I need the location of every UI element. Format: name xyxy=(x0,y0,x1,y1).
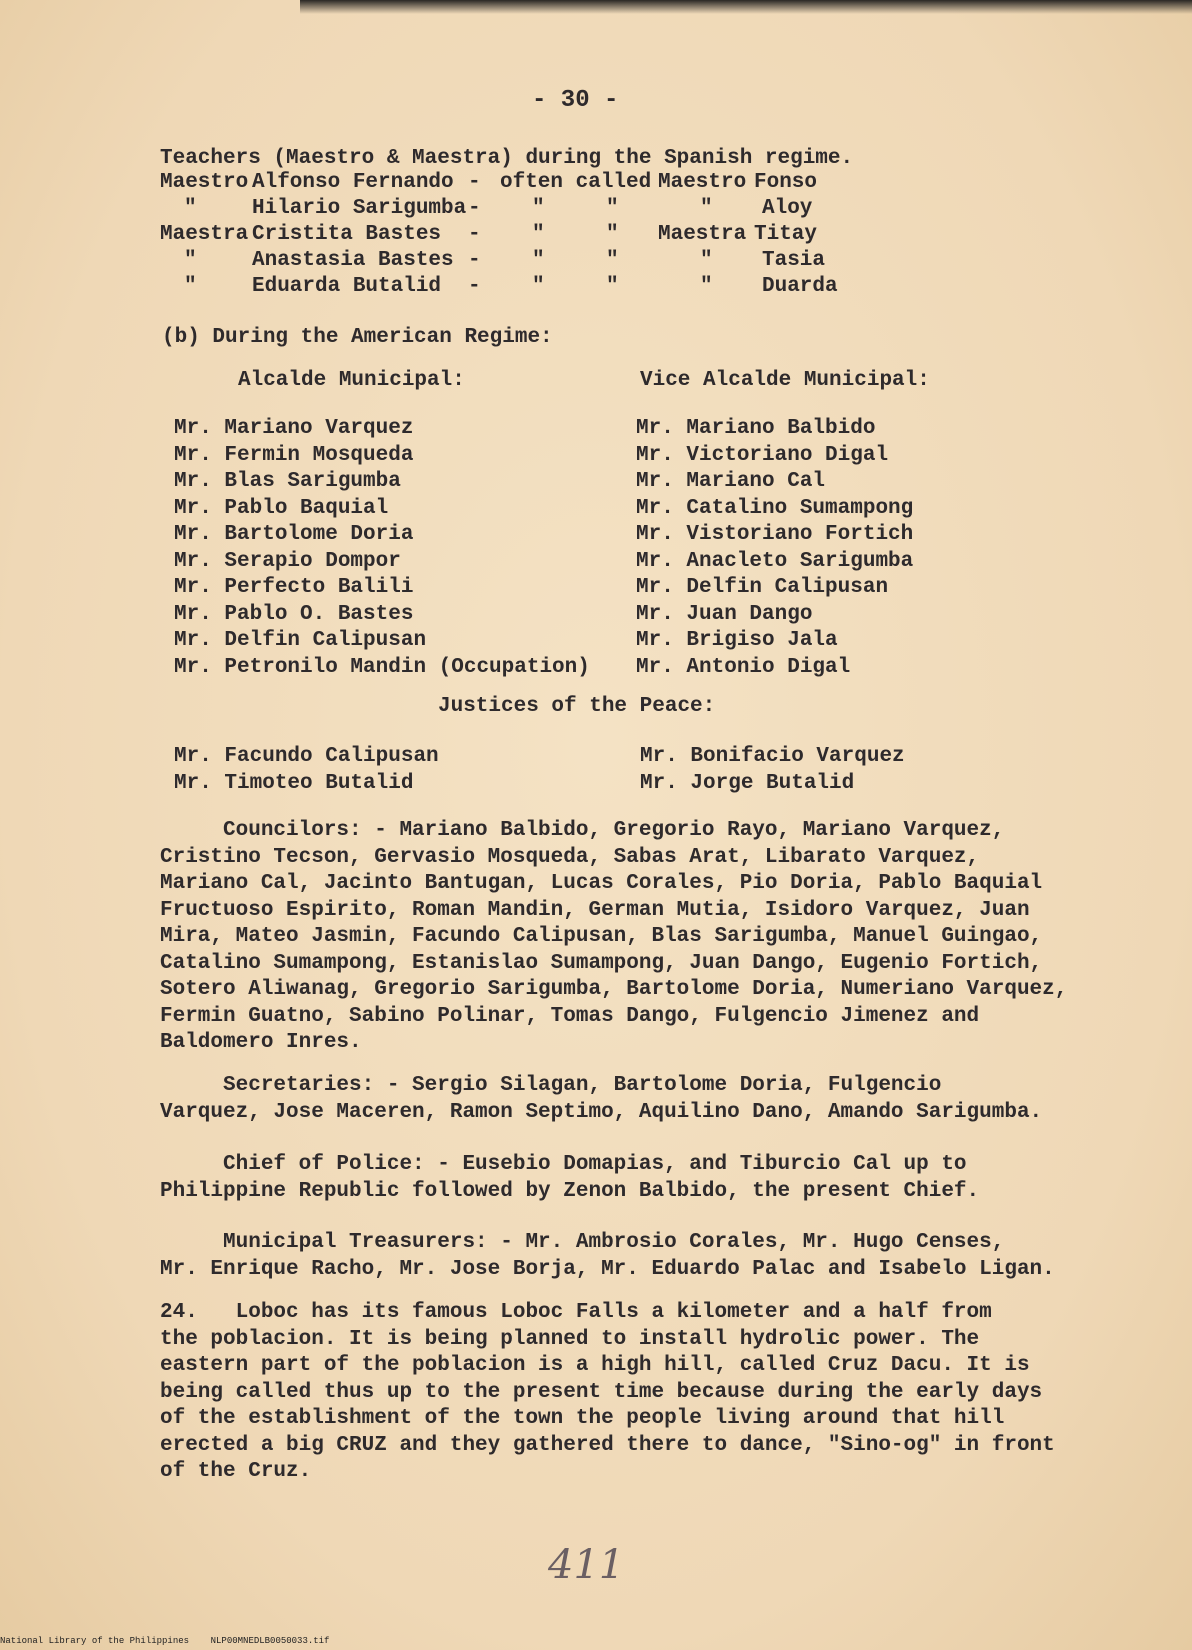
councilors-paragraph xyxy=(160,818,1068,1057)
vice-alcalde-entry: Mr. Anacleto Sarigumba xyxy=(636,549,914,573)
justice-entry: Mr. Jorge Butalid xyxy=(640,771,855,795)
spanish-teacher-nick: Tasia xyxy=(762,249,826,272)
spanish-teacher-title: " xyxy=(184,275,197,298)
spanish-teacher-title2: Maestra xyxy=(658,223,747,246)
vice-alcalde-entry: Mr. Victoriano Digal xyxy=(636,443,889,467)
spanish-teacher-mark2: " xyxy=(606,223,619,246)
spanish-teacher-title2: Maestro xyxy=(658,171,747,194)
alcalde-entry: Mr. Perfecto Balili xyxy=(174,576,414,599)
secretaries-line: Varquez, Jose Maceren, Ramon Septimo, Aquilino Dano, Amando Sarigumba. xyxy=(160,1100,1043,1124)
item-24-paragraph xyxy=(160,1300,1060,1486)
councilors-line: Mira, Mateo Jasmin, Facundo Calipusan, Blas Sarigumba, Manuel Guingao, xyxy=(160,925,1043,948)
vice-alcalde-entry: Mr. Delfin Calipusan xyxy=(636,576,889,599)
councilors-line: Fermin Guatno, Sabino Polinar, Tomas Dango, Fulgencio Jimenez and xyxy=(160,1004,980,1028)
police-line: Philippine Republic followed by Zenon Balbido, the present Chief. xyxy=(160,1179,980,1203)
spanish-teacher-row xyxy=(160,197,880,223)
secretaries-line: Secretaries: - Sergio Silagan, Bartolome Doria, Fulgencio xyxy=(160,1074,942,1097)
councilors-line: Sotero Aliwanag, Gregorio Sarigumba, Bartolome Doria, Numeriano Varquez, xyxy=(160,978,1068,1001)
spanish-teacher-title: " xyxy=(184,249,197,272)
alcalde-entry: Mr. Bartolome Doria xyxy=(174,523,414,546)
justices-left-list xyxy=(174,744,439,797)
spanish-teacher-name: Eduarda Butalid xyxy=(252,275,442,298)
spanish-teacher-name: Hilario Sarigumba xyxy=(252,197,467,220)
spanish-teacher-mark1: " xyxy=(532,249,545,272)
councilors-line: Cristino Tecson, Gervasio Mosqueda, Sabas Arat, Libarato Varquez, xyxy=(160,845,980,869)
spanish-teacher-mark1: " xyxy=(532,275,545,298)
treasurers-line: Municipal Treasurers: - Mr. Ambrosio Corales, Mr. Hugo Censes, xyxy=(160,1231,1005,1254)
spanish-teacher-row xyxy=(160,171,880,197)
justice-entry: Mr. Facundo Calipusan xyxy=(174,745,439,768)
spanish-teacher-dash: - xyxy=(468,197,481,220)
vice-alcalde-entry: Mr. Catalino Sumampong xyxy=(636,496,914,520)
spanish-teacher-title2: " xyxy=(700,197,713,220)
councilors-line: Councilors: - Mariano Balbido, Gregorio Rayo, Mariano Varquez, xyxy=(160,819,1005,842)
justices-right-list xyxy=(640,744,905,797)
spanish-teacher-row xyxy=(160,223,880,249)
spanish-teacher-mark1: " xyxy=(532,223,545,246)
spanish-teacher-dash: - xyxy=(468,249,481,272)
alcalde-list xyxy=(174,416,590,681)
alcalde-entry: Mr. Petronilo Mandin (Occupation) xyxy=(174,655,590,679)
spanish-teacher-name: Alfonso Fernando xyxy=(252,171,454,194)
vice-alcalde-entry: Mr. Antonio Digal xyxy=(636,655,851,679)
justices-heading: Justices of the Peace: xyxy=(438,695,716,718)
spanish-teacher-nick: Titay xyxy=(754,223,818,246)
alcalde-entry: Mr. Pablo O. Bastes xyxy=(174,602,414,626)
treasurers-line: Mr. Enrique Racho, Mr. Jose Borja, Mr. Eduardo Palac and Isabelo Ligan. xyxy=(160,1257,1055,1281)
councilors-line: Catalino Sumampong, Estanislao Sumampong, Juan Dango, Eugenio Fortich, xyxy=(160,951,1043,975)
scan-edge-shadow xyxy=(300,0,1192,14)
item-24-line: of the establishment of the town the people living around that hill xyxy=(160,1407,1005,1430)
spanish-teacher-title: Maestra xyxy=(160,223,249,246)
secretaries-paragraph xyxy=(160,1073,1060,1126)
item-24-line: being called thus up to the present time because during the early days xyxy=(160,1380,1043,1404)
justice-entry: Mr. Bonifacio Varquez xyxy=(640,745,905,768)
police-paragraph xyxy=(160,1152,1060,1205)
spanish-teachers-heading: Teachers (Maestro & Maestra) during the Spanish regime. xyxy=(160,147,854,170)
alcalde-entry: Mr. Serapio Dompor xyxy=(174,549,401,573)
american-regime-heading: (b) During the American Regime: xyxy=(162,326,553,349)
alcalde-entry: Mr. Pablo Baquial xyxy=(174,496,389,520)
spanish-teacher-mark1: " xyxy=(532,197,545,220)
handwritten-page-number: 411 xyxy=(548,1542,625,1588)
spanish-teacher-title2: " xyxy=(700,249,713,272)
vice-alcalde-entry: Mr. Mariano Cal xyxy=(636,470,826,493)
item-24-line: the poblacion. It is being planned to install hydrolic power. The xyxy=(160,1327,980,1351)
item-24-line: 24. Loboc has its famous Loboc Falls a kilometer and a half from xyxy=(160,1301,992,1324)
spanish-teacher-row xyxy=(160,275,880,301)
vice-alcalde-entry: Mr. Juan Dango xyxy=(636,602,813,626)
spanish-teacher-nick: Fonso xyxy=(754,171,818,194)
spanish-teacher-mark2: " xyxy=(606,275,619,298)
vice-alcalde-entry: Mr. Vistoriano Fortich xyxy=(636,523,914,546)
spanish-teacher-mark2: " xyxy=(606,197,619,220)
treasurers-paragraph xyxy=(160,1230,1060,1283)
spanish-teacher-mark1: often called xyxy=(500,171,652,194)
spanish-teacher-name: Anastasia Bastes xyxy=(252,249,454,272)
scan-footer: National Library of the Philippines NLP00MNEDLB0050033.tif xyxy=(0,1636,330,1646)
alcalde-entry: Mr. Delfin Calipusan xyxy=(174,629,427,652)
councilors-line: Baldomero Inres. xyxy=(160,1031,362,1054)
councilors-line: Mariano Cal, Jacinto Bantugan, Lucas Corales, Pio Doria, Pablo Baquial xyxy=(160,872,1043,895)
page-number: - 30 - xyxy=(532,87,619,114)
item-24-line: eastern part of the poblacion is a high hill, called Cruz Dacu. It is xyxy=(160,1354,1030,1377)
spanish-teacher-title: " xyxy=(184,197,197,220)
spanish-teacher-dash: - xyxy=(468,171,481,194)
spanish-teacher-dash: - xyxy=(468,223,481,246)
item-24-line: of the Cruz. xyxy=(160,1460,312,1483)
justice-entry: Mr. Timoteo Butalid xyxy=(174,771,414,795)
spanish-teacher-dash: - xyxy=(468,275,481,298)
councilors-line: Fructuoso Espirito, Roman Mandin, German Mutia, Isidoro Varquez, Juan xyxy=(160,898,1030,922)
vice-alcalde-entry: Mr. Brigiso Jala xyxy=(636,629,838,652)
spanish-teacher-title2: " xyxy=(700,275,713,298)
spanish-teacher-name: Cristita Bastes xyxy=(252,223,442,246)
spanish-teacher-nick: Duarda xyxy=(762,275,838,298)
vice-alcalde-list xyxy=(636,416,913,681)
alcalde-heading: Alcalde Municipal: xyxy=(238,369,465,392)
police-line: Chief of Police: - Eusebio Domapias, and Tiburcio Cal up to xyxy=(160,1153,967,1176)
alcalde-entry: Mr. Fermin Mosqueda xyxy=(174,443,414,467)
alcalde-entry: Mr. Mariano Varquez xyxy=(174,417,414,440)
vice-alcalde-heading: Vice Alcalde Municipal: xyxy=(640,369,930,392)
spanish-teacher-nick: Aloy xyxy=(762,197,813,220)
spanish-teacher-mark2: " xyxy=(606,249,619,272)
spanish-teacher-row xyxy=(160,249,880,275)
item-24-line: erected a big CRUZ and they gathered there to dance, "Sino-og" in front xyxy=(160,1433,1055,1457)
spanish-teacher-title: Maestro xyxy=(160,171,249,194)
vice-alcalde-entry: Mr. Mariano Balbido xyxy=(636,417,876,440)
alcalde-entry: Mr. Blas Sarigumba xyxy=(174,470,401,493)
